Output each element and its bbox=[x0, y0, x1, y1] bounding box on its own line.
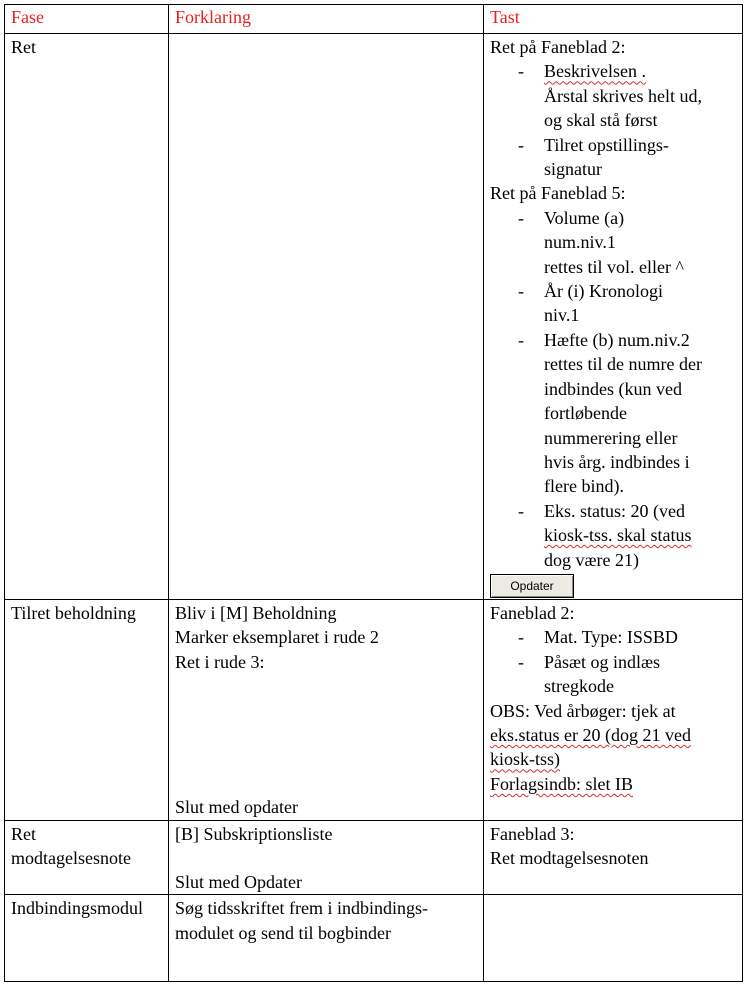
cell-fase: Ret bbox=[5, 34, 169, 600]
tast-text: Ret på Faneblad 5: bbox=[490, 183, 626, 204]
header-forklaring: Forklaring bbox=[169, 5, 484, 34]
cell-forklaring: Søg tidsskriftet frem i indbindings- modulet og send til bogbinder bbox=[169, 895, 484, 982]
cell-tast: Faneblad 2: - Mat. Type: ISSBD - Påsæt og indlæs stregkode OBS: Ved årbøger: tjek at eks.status er 20 (dog 21 ved kiosk-tss) Forlagsindb: slet IB bbox=[484, 600, 743, 821]
header-tast: Tast bbox=[484, 5, 743, 34]
list-item: - Mat. Type: ISSBD bbox=[518, 625, 738, 649]
list-item: - Eks. status: 20 (ved kiosk-tss. skal status dog være 21) bbox=[518, 499, 738, 572]
list-item: - Volume (a) num.niv.1 rettes til vol. eller ^ bbox=[518, 206, 738, 279]
list-item: - Påsæt og indlæs stregkode bbox=[518, 650, 738, 699]
procedure-table bbox=[4, 4, 743, 982]
cell-fase: Indbindingsmodul bbox=[5, 895, 169, 982]
header-row bbox=[5, 5, 743, 34]
table-row-indbindingsmodul bbox=[5, 895, 743, 982]
cell-tast bbox=[484, 34, 743, 600]
list-item: - Hæfte (b) num.niv.2 rettes til de numre der indbindes (kun ved fortløbende nummerering eller hvis årg. indbindes i flere bind). bbox=[518, 328, 738, 499]
list-item: - År (i) Kronologi niv.1 bbox=[518, 279, 738, 328]
header-fase: Fase bbox=[5, 5, 169, 34]
bullet-list bbox=[490, 206, 738, 572]
cell-forklaring bbox=[169, 34, 484, 600]
cell-forklaring: [B] Subskriptionsliste Slut med Opdater bbox=[169, 820, 484, 895]
cell-tast: Faneblad 3: Ret modtagelsesnoten bbox=[484, 820, 743, 895]
tast-text: Ret på Faneblad 2: bbox=[490, 37, 626, 57]
list-item: - Tilret opstillings- signatur bbox=[518, 133, 738, 182]
opdater-button[interactable]: Opdater bbox=[490, 574, 574, 598]
cell-forklaring: Bliv i [M] Beholdning Marker eksemplaret i rude 2 Ret i rude 3: Slut med opdater bbox=[169, 600, 484, 821]
list-item: - Beskrivelsen . Årstal skrives helt ud, og skal stå først bbox=[518, 59, 738, 132]
table-row-tilret-beholdning bbox=[5, 600, 743, 821]
bullet-list bbox=[490, 625, 738, 698]
table-row-ret-modtagelsesnote bbox=[5, 820, 743, 895]
bullet-list bbox=[490, 59, 738, 181]
cell-tast bbox=[484, 895, 743, 982]
table-row-ret bbox=[5, 34, 743, 600]
cell-fase: Tilret beholdning bbox=[5, 600, 169, 821]
cell-fase: Ret modtagelsesnote bbox=[5, 820, 169, 895]
